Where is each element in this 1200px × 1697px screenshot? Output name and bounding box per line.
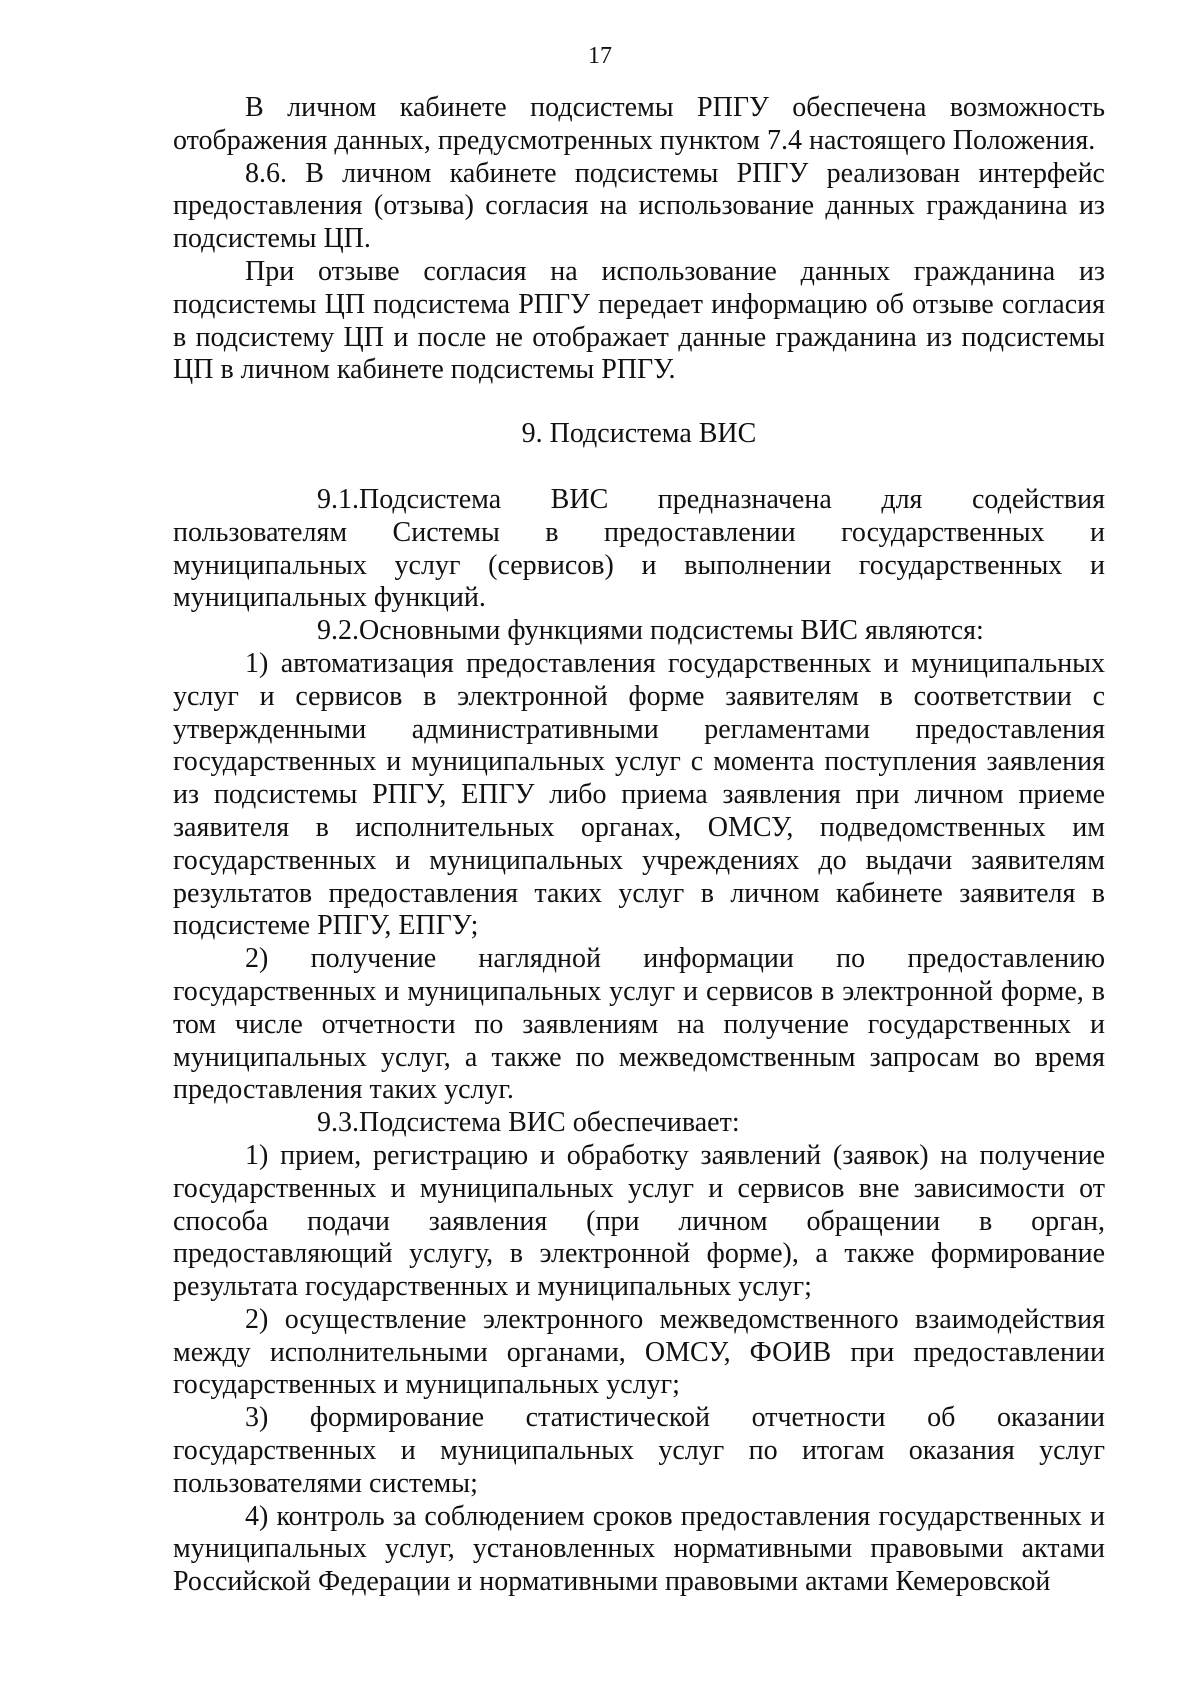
paragraph-9-1 (173, 484, 1105, 615)
paragraph-9-2-item-2: 2) получение наглядной информации по предоставлению государственных и муниципальных услуг и сервисов в электронной форме, в том числе отчетности по заявлениям на получение государственных и муниципальных услуг, а также по межведомственным запросам во время предоставления таких услуг. (173, 943, 1105, 1106)
paragraph-9-3-item-2: 2) осуществление электронного межведомственного взаимодействия между исполнительными органами, ОМСУ, ФОИВ при предоставлении государственных и муниципальных услуг; (173, 1303, 1105, 1401)
paragraph-9-2-text: Основными функциями подсистемы ВИС являются: (359, 615, 984, 647)
paragraph-8-6: 8.6. В личном кабинете подсистемы РПГУ реализован интерфейс предоставления (отзыва) согласия на использование данных гражданина из подсистемы ЦП. (173, 157, 1105, 255)
section-heading-9: 9. Подсистема ВИС (521, 418, 757, 450)
paragraph-display-data: В личном кабинете подсистемы РПГУ обеспечена возможность отображения данных, предусмотренных пунктом 7.4 настоящего Положения. (173, 92, 1105, 156)
paragraph-9-3-item-3: 3) формирование статистической отчетности об оказании государственных и муниципальных услуг по итогам оказания услуг пользователями системы; (173, 1402, 1105, 1499)
paragraph-9-2-number: 9.2. (317, 615, 359, 647)
page-number: 17 (588, 43, 612, 69)
document-body (173, 92, 1105, 1599)
paragraph-9-3 (173, 1107, 1105, 1140)
paragraph-9-2-item-1: 1) автоматизация предоставления государственных и муниципальных услуг и сервисов в электронной форме заявителям в соответствии с утвержденными административными регламентами предоставления государственных и муниципальных услуг с момента поступления заявления из подсистемы РПГУ, ЕПГУ либо приема заявления при личном приеме заявителя в исполнительных органах, ОМСУ, подведомственных им государственных и муниципальных учреждениях до выдачи заявителям результатов предоставления таких услуг в личном кабинете заявителя в подсистеме РПГУ, ЕПГУ; (173, 647, 1105, 942)
paragraph-9-3-item-4: 4) контроль за соблюдением сроков предоставления государственных и муниципальных услуг, установленных нормативными правовыми актами Российской Федерации и нормативными правовыми актами Кемеровской (173, 1500, 1105, 1598)
paragraph-9-3-text: Подсистема ВИС обеспечивает: (359, 1107, 740, 1139)
paragraph-9-3-item-1: 1) прием, регистрацию и обработку заявлений (заявок) на получение государственных и муниципальных услуг и сервисов вне зависимости от способа подачи заявления (при личном обращении в орган, предоставляющий услугу, в электронной форме), а также формирование результата государственных и муниципальных услуг; (173, 1139, 1105, 1303)
paragraph-9-3-number: 9.3. (317, 1107, 359, 1139)
paragraph-9-1-text: Подсистема ВИС предназначена для содействия пользователям Системы в предоставлении государственных и муниципальных услуг (сервисов) и выполнении государственных и муниципальных функций. (173, 483, 1105, 614)
paragraph-9-1-number: 9.1. (317, 483, 359, 515)
paragraph-9-2 (173, 615, 1105, 648)
paragraph-consent-withdrawal: При отзыве согласия на использование данных гражданина из подсистемы ЦП подсистема РПГУ передает информацию об отзыве согласия в подсистему ЦП и после не отображает данные гражданина из подсистемы ЦП в личном кабинете подсистемы РПГУ. (173, 255, 1105, 386)
